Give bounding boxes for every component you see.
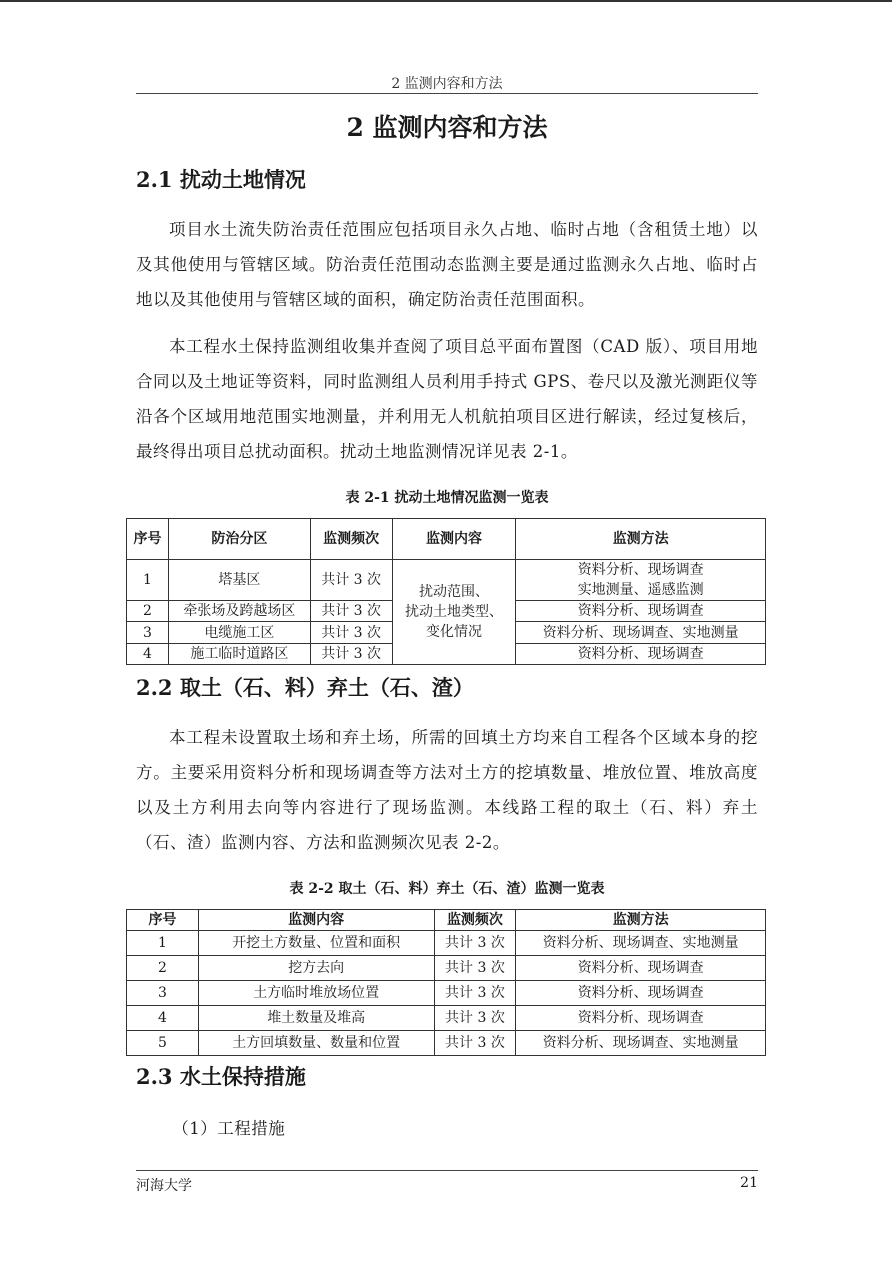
cell-freq: 共计 3 次 bbox=[434, 1031, 516, 1056]
cell-content: 土方回填数量、数量和位置 bbox=[198, 1031, 434, 1056]
cell-no: 2 bbox=[127, 601, 169, 622]
table-header-cell: 监测频次 bbox=[434, 910, 516, 931]
top-border bbox=[0, 0, 892, 2]
method-line: 资料分析、现场调查 bbox=[577, 562, 704, 578]
section-2-2-paragraph-1: 本工程未设置取土场和弃土场，所需的回填土方均来自工程各个区域本身的挖方。主要采用资料分析和现场调查等方法对土方的挖填数量、堆放位置、堆放高度以及土方利用去向等内容进行了现场监测。本线路工程的取土（石、料）弃土（石、渣）监测内容、方法和监测频次见表 2-2。 bbox=[136, 728, 758, 852]
table-header-cell: 监测内容 bbox=[392, 519, 516, 560]
cell-freq: 共计 3 次 bbox=[310, 622, 392, 644]
page-number: 21 bbox=[740, 1175, 758, 1191]
cell-content-merged bbox=[392, 560, 516, 665]
cell-freq: 共计 3 次 bbox=[434, 1006, 516, 1031]
cell-no: 3 bbox=[127, 981, 199, 1006]
table-row bbox=[127, 931, 766, 956]
cell-no: 2 bbox=[127, 956, 199, 981]
cell-method: 资料分析、现场调查 bbox=[516, 956, 766, 981]
cell-freq: 共计 3 次 bbox=[310, 601, 392, 622]
cell-method: 资料分析、现场调查 bbox=[516, 981, 766, 1006]
table-header-cell: 监测方法 bbox=[516, 519, 766, 560]
cell-content: 土方临时堆放场位置 bbox=[198, 981, 434, 1006]
table-2-1-caption: 表 2-1 扰动土地情况监测一览表 bbox=[345, 490, 549, 506]
page-content bbox=[133, 108, 758, 1146]
footer-rule bbox=[136, 1170, 758, 1171]
chapter-title: 2 监测内容和方法 bbox=[346, 113, 548, 142]
section-2-1-paragraph-2: 本工程水土保持监测组收集并查阅了项目总平面布置图（CAD 版）、项目用地合同以及土地证等资料，同时监测组人员利用手持式 GPS、卷尺以及激光测距仪等沿各个区域用地范围实地测量，并利用无人机航拍项目区进行解读，经过复核后，最终得出项目总扰动面积。扰动土地监测情况详见表 2-1。 bbox=[136, 337, 758, 461]
cell-freq: 共计 3 次 bbox=[434, 931, 516, 956]
table-header-cell: 序号 bbox=[127, 519, 169, 560]
cell-no: 3 bbox=[127, 622, 169, 644]
content-line: 扰动范围、 bbox=[418, 584, 489, 600]
cell-no: 4 bbox=[127, 644, 169, 665]
table-row bbox=[127, 560, 766, 601]
cell-method: 资料分析、现场调查 bbox=[516, 644, 766, 665]
table-header-cell: 监测方法 bbox=[516, 910, 766, 931]
content-line: 变化情况 bbox=[425, 624, 482, 640]
cell-content: 挖方去向 bbox=[198, 956, 434, 981]
table-2-1 bbox=[126, 518, 766, 665]
cell-method: 资料分析、现场调查、实地测量 bbox=[516, 931, 766, 956]
table-2-2 bbox=[126, 909, 766, 1056]
table-header-cell: 序号 bbox=[127, 910, 199, 931]
cell-method: 资料分析、现场调查 bbox=[516, 601, 766, 622]
cell-freq: 共计 3 次 bbox=[310, 560, 392, 601]
cell-content: 开挖土方数量、位置和面积 bbox=[198, 931, 434, 956]
table-row bbox=[127, 956, 766, 981]
cell-zone: 塔基区 bbox=[168, 560, 310, 601]
content-line: 扰动土地类型、 bbox=[404, 604, 503, 620]
section-2-2-heading: 2.2 取土（石、料）弃土（石、渣） bbox=[136, 675, 474, 700]
cell-content: 堆土数量及堆高 bbox=[198, 1006, 434, 1031]
cell-zone: 牵张场及跨越场区 bbox=[168, 601, 310, 622]
cell-freq: 共计 3 次 bbox=[434, 981, 516, 1006]
header-rule bbox=[136, 93, 758, 94]
cell-no: 1 bbox=[127, 931, 199, 956]
cell-method: 资料分析、现场调查 bbox=[516, 1006, 766, 1031]
section-2-3-item-1: （1）工程措施 bbox=[172, 1119, 286, 1138]
table-row bbox=[127, 1031, 766, 1056]
section-2-3-heading: 2.3 水土保持措施 bbox=[136, 1064, 306, 1089]
table-row bbox=[127, 1006, 766, 1031]
cell-method: 资料分析、现场调查、实地测量 bbox=[516, 1031, 766, 1056]
running-header: 2 监测内容和方法 bbox=[391, 76, 503, 92]
section-2-1-heading: 2.1 扰动土地情况 bbox=[136, 167, 306, 192]
cell-method: 资料分析、现场调查、实地测量 bbox=[516, 622, 766, 644]
cell-method bbox=[516, 560, 766, 601]
table-header-cell: 监测内容 bbox=[198, 910, 434, 931]
cell-freq: 共计 3 次 bbox=[434, 956, 516, 981]
footer-institution: 河海大学 bbox=[136, 1178, 192, 1194]
method-line: 实地测量、遥感监测 bbox=[577, 582, 704, 598]
cell-freq: 共计 3 次 bbox=[310, 644, 392, 665]
table-header-cell: 防治分区 bbox=[168, 519, 310, 560]
table-header-cell: 监测频次 bbox=[310, 519, 392, 560]
table-row bbox=[127, 981, 766, 1006]
cell-zone: 电缆施工区 bbox=[168, 622, 310, 644]
table-2-2-caption: 表 2-2 取土（石、料）弃土（石、渣）监测一览表 bbox=[289, 881, 605, 897]
cell-zone: 施工临时道路区 bbox=[168, 644, 310, 665]
cell-no: 1 bbox=[127, 560, 169, 601]
section-2-1-paragraph-1: 项目水土流失防治责任范围应包括项目永久占地、临时占地（含租赁土地）以及其他使用与管辖区域。防治责任范围动态监测主要是通过监测永久占地、临时占地以及其他使用与管辖区域的面积，确定防治责任范围面积。 bbox=[136, 220, 758, 309]
cell-no: 5 bbox=[127, 1031, 199, 1056]
cell-no: 4 bbox=[127, 1006, 199, 1031]
